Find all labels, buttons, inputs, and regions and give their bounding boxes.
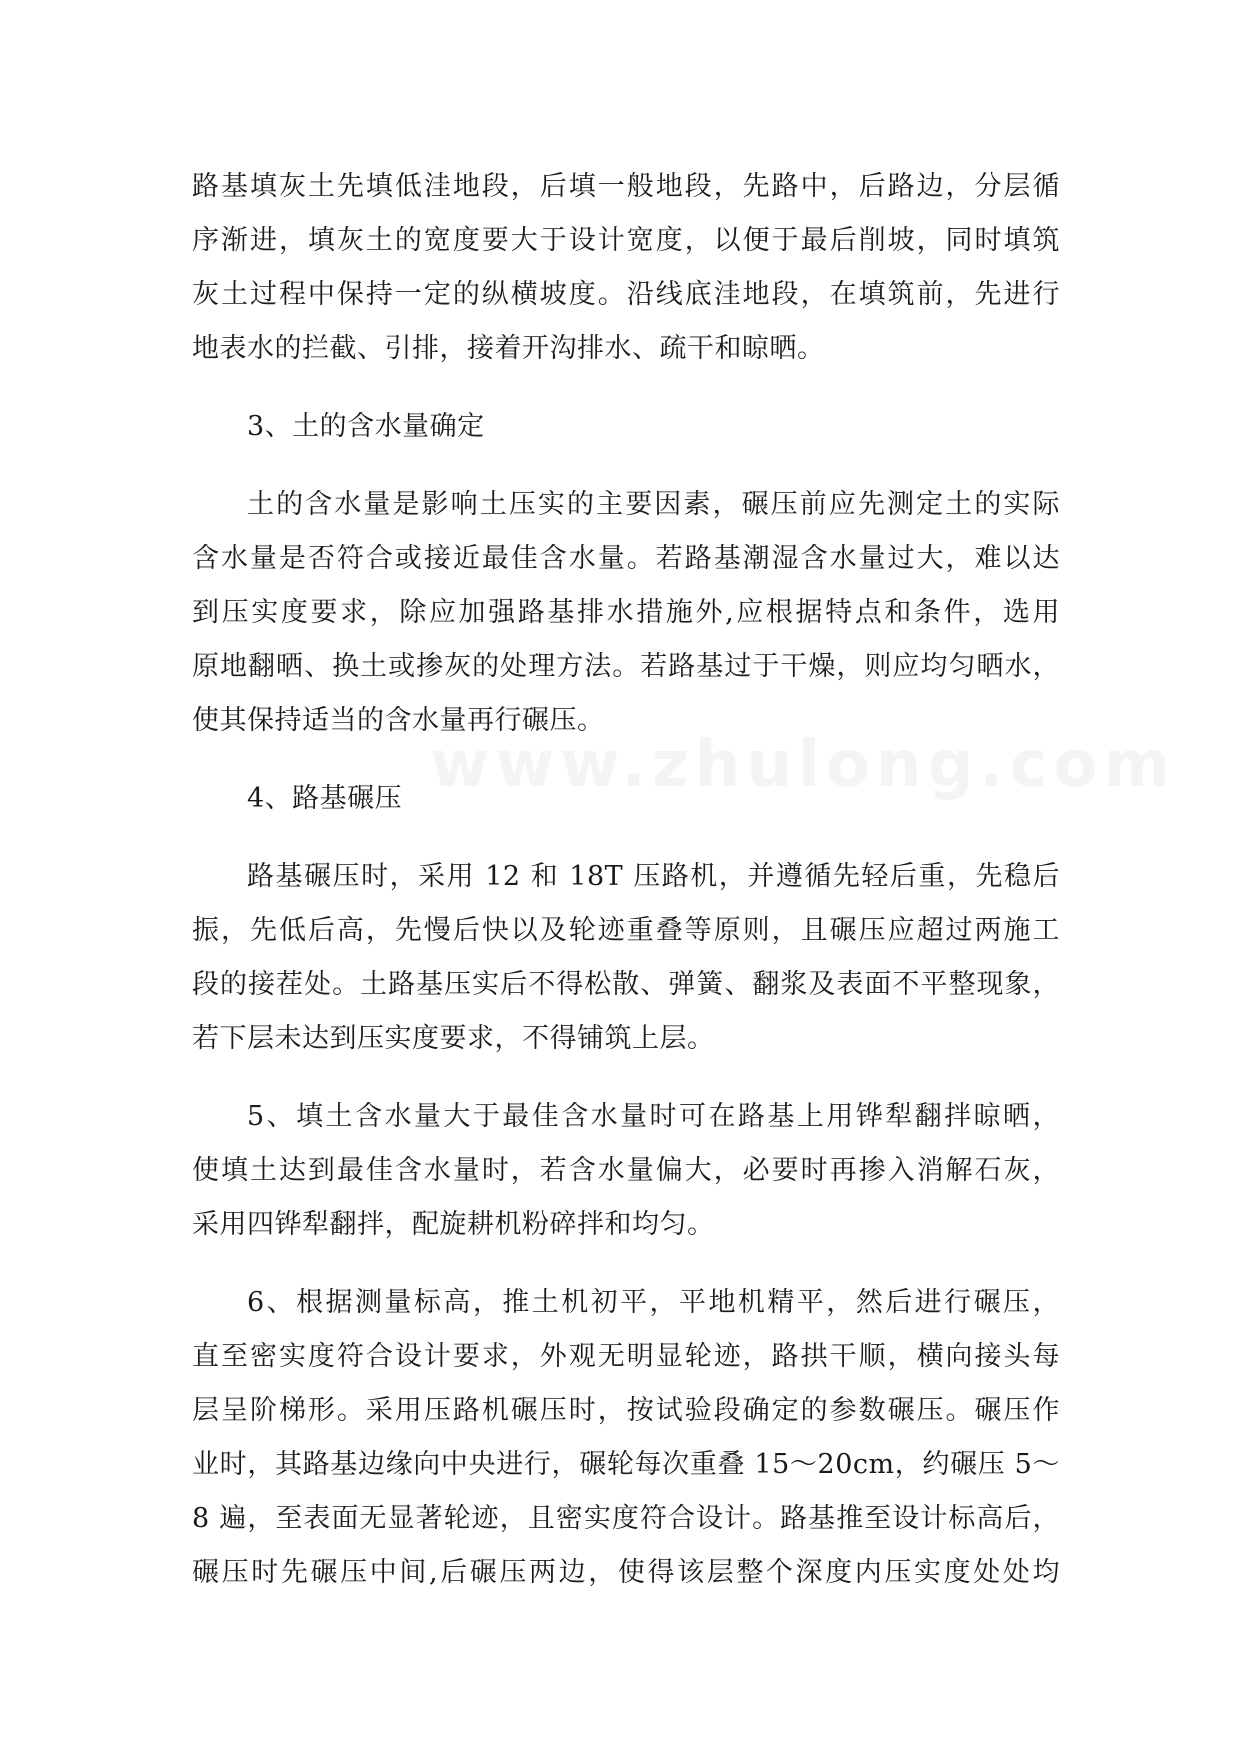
section-heading-4 <box>192 772 1060 826</box>
paragraph-item-6 <box>192 1276 1060 1600</box>
paragraph-subgrade-filling <box>192 160 1060 376</box>
document-body <box>192 160 1060 1600</box>
paragraph-item-5 <box>192 1090 1060 1252</box>
text-line: 含水量是否符合或接近最佳含水量。若路基潮湿含水量过大，难以达 <box>192 543 1060 574</box>
text-line: 振，先低后高，先慢后快以及轮迹重叠等原则，且碾压应超过两施工 <box>192 915 1060 946</box>
text-line: 5、填土含水量大于最佳含水量时可在路基上用铧犁翻拌晾晒， <box>247 1101 1060 1132</box>
text-line: 8 遍，至表面无显著轮迹，且密实度符合设计。路基推至设计标高后， <box>192 1503 1060 1534</box>
paragraph-subgrade-compaction <box>192 850 1060 1066</box>
heading-text: 3、土的含水量确定 <box>247 411 485 442</box>
text-line: 6、根据测量标高，推土机初平，平地机精平，然后进行碾压， <box>247 1287 1060 1318</box>
text-line: 灰土过程中保持一定的纵横坡度。沿线底洼地段，在填筑前，先进行 <box>192 279 1060 310</box>
text-line: 土的含水量是影响土压实的主要因素，碾压前应先测定土的实际 <box>247 489 1060 520</box>
text-line: 地表水的拦截、引排，接着开沟排水、疏干和晾晒。 <box>192 333 825 364</box>
text-line: 路基填灰土先填低洼地段，后填一般地段，先路中，后路边，分层循 <box>192 171 1060 202</box>
text-line: 路基碾压时，采用 12 和 18T 压路机，并遵循先轻后重，先稳后 <box>247 861 1060 892</box>
text-line: 到压实度要求，除应加强路基排水措施外,应根据特点和条件，选用 <box>192 597 1060 628</box>
text-line: 序渐进，填灰土的宽度要大于设计宽度，以便于最后削坡，同时填筑 <box>192 225 1060 256</box>
paragraph-moisture-content <box>192 478 1060 748</box>
text-line: 原地翻晒、换土或掺灰的处理方法。若路基过于干燥，则应均匀晒水， <box>192 651 1060 682</box>
text-line: 段的接茬处。土路基压实后不得松散、弹簧、翻浆及表面不平整现象， <box>192 969 1060 1000</box>
text-line: 采用四铧犁翻拌，配旋耕机粉碎拌和均匀。 <box>192 1209 715 1240</box>
text-line: 若下层未达到压实度要求，不得铺筑上层。 <box>192 1023 715 1054</box>
text-line: 业时，其路基边缘向中央进行，碾轮每次重叠 15～20cm，约碾压 5～ <box>192 1449 1060 1480</box>
text-line: 使填土达到最佳含水量时，若含水量偏大，必要时再掺入消解石灰， <box>192 1155 1060 1186</box>
watermark: www.zhulong.com <box>430 728 1177 802</box>
section-heading-3 <box>192 400 1060 454</box>
heading-text: 4、路基碾压 <box>247 783 403 814</box>
text-line: 直至密实度符合设计要求，外观无明显轮迹，路拱干顺，横向接头每 <box>192 1341 1060 1372</box>
text-line: 层呈阶梯形。采用压路机碾压时，按试验段确定的参数碾压。碾压作 <box>192 1395 1060 1426</box>
text-line: 使其保持适当的含水量再行碾压。 <box>192 705 605 736</box>
text-line: 碾压时先碾压中间,后碾压两边，使得该层整个深度内压实度处处均 <box>192 1557 1060 1588</box>
